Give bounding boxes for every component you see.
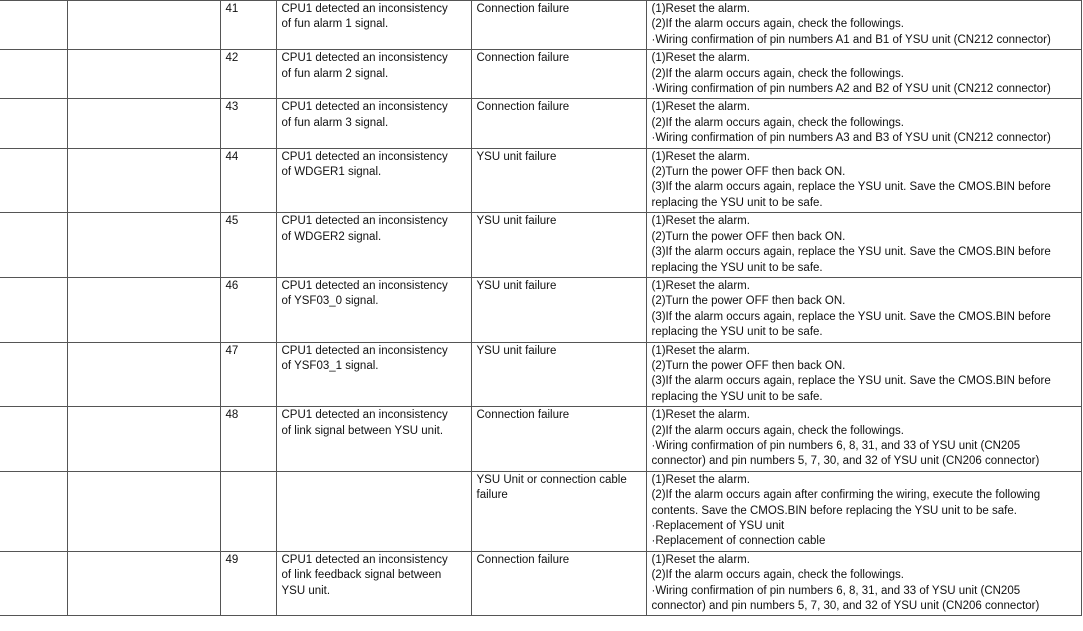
cause-line: CPU1 detected an inconsistency (281, 553, 448, 566)
remedy-line: (2)Turn the power OFF then back ON. (651, 295, 846, 308)
failure-type-line: YSU unit failure (476, 344, 557, 357)
table-row (0, 471, 1081, 551)
cause-cell (276, 407, 471, 472)
cause-cell (276, 342, 471, 407)
cause-line: of link signal between YSU unit. (281, 424, 444, 437)
failure-type-line: failure (476, 489, 508, 502)
remedy-line: (1)Reset the alarm. (651, 150, 750, 163)
blank-cell (67, 50, 220, 99)
cause-line: CPU1 detected an inconsistency (281, 279, 448, 292)
blank-cell (0, 50, 67, 99)
table-row (0, 407, 1081, 472)
remedy-line: (1)Reset the alarm. (651, 3, 750, 15)
cause-line: of fun alarm 1 signal. (281, 18, 389, 31)
failure-type-line: Connection failure (476, 553, 570, 566)
cause-line: of fun alarm 3 signal. (281, 116, 389, 129)
remedy-line: (1)Reset the alarm. (651, 52, 750, 65)
blank-cell (67, 99, 220, 148)
cause-cell (276, 277, 471, 342)
remedy-line: (1)Reset the alarm. (651, 101, 750, 114)
remedy-line: (1)Reset the alarm. (651, 344, 750, 357)
remedy-cell (646, 99, 1081, 148)
table-row (0, 551, 1081, 616)
remedy-line: (2)Turn the power OFF then back ON. (651, 166, 846, 179)
blank-cell (67, 407, 220, 472)
failure-type-line: YSU unit failure (476, 279, 557, 292)
blank-cell (0, 407, 67, 472)
remedy-cell (646, 471, 1081, 551)
cause-line: YSU unit. (281, 584, 331, 597)
remedy-line: ·Replacement of connection cable (651, 535, 826, 548)
cause-line: CPU1 detected an inconsistency (281, 215, 448, 228)
blank-cell (67, 551, 220, 616)
alarm-code: 41 (225, 3, 239, 15)
alarm-code-cell (220, 213, 276, 278)
alarm-code-cell (220, 99, 276, 148)
alarm-code: 45 (225, 215, 239, 228)
table-row (0, 1, 1081, 50)
remedy-line: (1)Reset the alarm. (651, 215, 750, 228)
failure-type-line: Connection failure (476, 409, 570, 422)
cause-cell (276, 148, 471, 213)
blank-cell (67, 342, 220, 407)
cause-line: of YSF03_0 signal. (281, 295, 379, 308)
failure-type-cell (471, 50, 646, 99)
table-row (0, 277, 1081, 342)
remedy-line: ·Wiring confirmation of pin numbers A2 and B2 of YSU unit (CN212 connector) (651, 83, 1051, 96)
blank-cell (67, 277, 220, 342)
remedy-line: (2)Turn the power OFF then back ON. (651, 230, 846, 243)
cause-line: CPU1 detected an inconsistency (281, 52, 448, 65)
table-row (0, 213, 1081, 278)
alarm-code: 44 (225, 150, 239, 163)
cause-line: of WDGER2 signal. (281, 230, 382, 243)
alarm-code-cell (220, 50, 276, 99)
alarm-code: 43 (225, 101, 239, 114)
alarm-table-body (0, 1, 1081, 616)
remedy-line: (2)If the alarm occurs again after confirming the wiring, execute the following (651, 489, 1041, 502)
remedy-cell (646, 407, 1081, 472)
remedy-line: (1)Reset the alarm. (651, 279, 750, 292)
failure-type-line: Connection failure (476, 3, 570, 15)
remedy-line: replacing the YSU unit to be safe. (651, 390, 823, 403)
cause-line: of YSF03_1 signal. (281, 359, 379, 372)
blank-cell (67, 471, 220, 551)
alarm-code-cell (220, 342, 276, 407)
failure-type-cell (471, 99, 646, 148)
alarm-code: 49 (225, 553, 239, 566)
remedy-line: (2)If the alarm occurs again, check the followings. (651, 116, 904, 129)
remedy-line: (3)If the alarm occurs again, replace the YSU unit. Save the CMOS.BIN before (651, 246, 1051, 259)
table-row (0, 50, 1081, 99)
blank-cell (0, 551, 67, 616)
remedy-line: (1)Reset the alarm. (651, 473, 750, 486)
remedy-line: (2)If the alarm occurs again, check the followings. (651, 569, 904, 582)
table-row (0, 148, 1081, 213)
alarm-code-cell (220, 148, 276, 213)
cause-line: CPU1 detected an inconsistency (281, 150, 448, 163)
cause-cell (276, 213, 471, 278)
blank-cell (0, 99, 67, 148)
remedy-line: connector) and pin numbers 5, 7, 30, and 32 of YSU unit (CN206 connector) (651, 600, 1040, 613)
blank-cell (0, 342, 67, 407)
failure-type-line: YSU unit failure (476, 215, 557, 228)
remedy-line: connector) and pin numbers 5, 7, 30, and 32 of YSU unit (CN206 connector) (651, 455, 1040, 468)
failure-type-line: Connection failure (476, 101, 570, 114)
alarm-code-cell (220, 407, 276, 472)
remedy-line: replacing the YSU unit to be safe. (651, 196, 823, 209)
blank-cell (0, 213, 67, 278)
blank-cell (67, 148, 220, 213)
failure-type-line: YSU Unit or connection cable (476, 473, 627, 486)
remedy-cell (646, 148, 1081, 213)
alarm-code-cell (220, 471, 276, 551)
cause-cell (276, 551, 471, 616)
blank-cell (0, 148, 67, 213)
remedy-line: (2)If the alarm occurs again, check the followings. (651, 424, 904, 437)
alarm-code: 42 (225, 52, 239, 65)
alarm-code-cell (220, 277, 276, 342)
failure-type-cell (471, 148, 646, 213)
remedy-cell (646, 551, 1081, 616)
remedy-line: ·Wiring confirmation of pin numbers 6, 8, 31, and 33 of YSU unit (CN205 (651, 584, 1021, 597)
alarm-code-cell (220, 1, 276, 50)
failure-type-cell (471, 213, 646, 278)
failure-type-cell (471, 277, 646, 342)
remedy-line: ·Wiring confirmation of pin numbers A3 and B3 of YSU unit (CN212 connector) (651, 132, 1051, 145)
remedy-line: (2)If the alarm occurs again, check the followings. (651, 18, 904, 31)
remedy-line: (1)Reset the alarm. (651, 553, 750, 566)
blank-cell (67, 1, 220, 50)
blank-cell (67, 213, 220, 278)
cause-line: of link feedback signal between (281, 569, 442, 582)
remedy-line: replacing the YSU unit to be safe. (651, 261, 823, 274)
remedy-cell (646, 342, 1081, 407)
failure-type-cell (471, 407, 646, 472)
cause-line: CPU1 detected an inconsistency (281, 101, 448, 114)
blank-cell (0, 1, 67, 50)
cause-line: of WDGER1 signal. (281, 166, 382, 179)
remedy-line: (2)If the alarm occurs again, check the followings. (651, 67, 904, 80)
remedy-cell (646, 277, 1081, 342)
alarm-code-cell (220, 551, 276, 616)
remedy-line: replacing the YSU unit to be safe. (651, 326, 823, 339)
cause-line: of fun alarm 2 signal. (281, 67, 389, 80)
alarm-code: 47 (225, 344, 239, 357)
blank-cell (0, 471, 67, 551)
failure-type-cell (471, 471, 646, 551)
cause-cell (276, 471, 471, 551)
cause-cell (276, 99, 471, 148)
alarm-code: 48 (225, 409, 239, 422)
remedy-line: contents. Save the CMOS.BIN before replacing the YSU unit to be safe. (651, 504, 1017, 517)
remedy-cell (646, 213, 1081, 278)
remedy-line: (3)If the alarm occurs again, replace the YSU unit. Save the CMOS.BIN before (651, 375, 1051, 388)
remedy-line: (3)If the alarm occurs again, replace the YSU unit. Save the CMOS.BIN before (651, 181, 1051, 194)
remedy-line: ·Wiring confirmation of pin numbers 6, 8, 31, and 33 of YSU unit (CN205 (651, 439, 1021, 452)
failure-type-line: YSU unit failure (476, 150, 557, 163)
remedy-line: (3)If the alarm occurs again, replace the YSU unit. Save the CMOS.BIN before (651, 310, 1051, 323)
failure-type-line: Connection failure (476, 52, 570, 65)
table-row (0, 342, 1081, 407)
cause-cell (276, 1, 471, 50)
remedy-cell (646, 50, 1081, 99)
remedy-line: ·Wiring confirmation of pin numbers A1 and B1 of YSU unit (CN212 connector) (651, 33, 1051, 46)
failure-type-cell (471, 342, 646, 407)
remedy-line: (2)Turn the power OFF then back ON. (651, 359, 846, 372)
cause-line: CPU1 detected an inconsistency (281, 344, 448, 357)
failure-type-cell (471, 1, 646, 50)
cause-cell (276, 50, 471, 99)
blank-cell (0, 277, 67, 342)
remedy-line: ·Replacement of YSU unit (651, 520, 785, 532)
failure-type-cell (471, 551, 646, 616)
table-row (0, 99, 1081, 148)
cause-line: CPU1 detected an inconsistency (281, 409, 448, 422)
remedy-cell (646, 1, 1081, 50)
remedy-line: (1)Reset the alarm. (651, 409, 750, 422)
alarm-code: 46 (225, 279, 239, 292)
cause-line: CPU1 detected an inconsistency (281, 3, 448, 15)
